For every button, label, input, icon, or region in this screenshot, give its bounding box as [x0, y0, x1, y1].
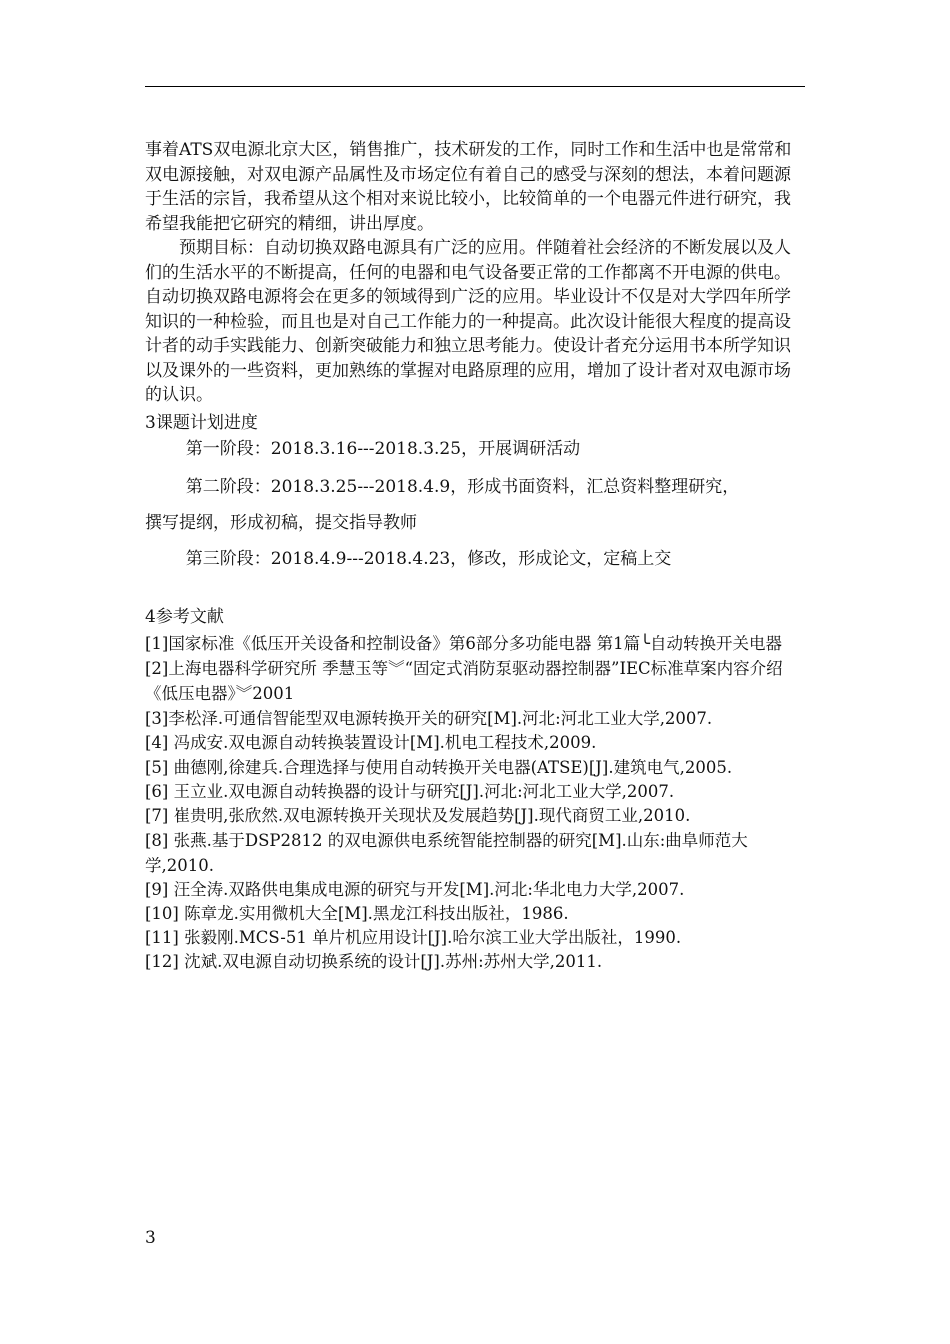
reference-item: [1]国家标准《低压开关设备和控制设备》第6部分多功能电器 第1篇╰自动转换开关电器: [145, 634, 783, 653]
reference-item: [2]上海电器科学研究所 季慧玉等︾“固定式消防泵驱动器控制器”IEC标准草案内容介绍《低压电器》︾2001: [145, 659, 783, 703]
reference-item: [9] 汪全涛.双路供电集成电源的研究与开发[M].河北:华北电力大学,2007.: [145, 880, 685, 899]
section-4-title: 4参考文献: [145, 607, 224, 627]
goals-paragraph: 预期目标：自动切换双路电源具有广泛的应用。伴随着社会经济的不断发展以及人们的生活水平的不断提高，任何的电器和电气设备要正常的工作都离不开电源的供电。自动切换双路电源将会在更多的领域得到广泛的应用。毕业设计不仅是对大学四年所学知识的一种检验，而且也是对自己工作能力的一种提高。此次设计能很大程度的提高设计者的动手实践能力、创新突破能力和独立思考能力。使设计者充分运用书本所学知识以及课外的一些资料，更加熟练的掌握对电路原理的应用，增加了设计者对双电源市场的认识。: [145, 238, 791, 405]
stage-2-line-2: 撰写提纲，形成初稿，提交指导教师: [145, 513, 417, 533]
stage-2-line-1: 第二阶段：2018.3.25---2018.4.9，形成书面资料，汇总资料整理研究，: [185, 477, 740, 497]
reference-item: [7] 崔贵明,张欣然.双电源转换开关现状及发展趋势[J].现代商贸工业,2010.: [145, 806, 691, 825]
reference-item: [5] 曲德刚,徐建兵.合理选择与使用自动转换开关电器(ATSE)[J].建筑电气,2005.: [145, 758, 733, 777]
header-rule: [145, 86, 805, 87]
stage-3: 第三阶段：2018.4.9---2018.4.23，修改，形成论文，定稿上交: [185, 549, 672, 569]
body-text: [145, 138, 805, 408]
stage-1: 第一阶段：2018.3.16---2018.3.25，开展调研活动: [185, 439, 581, 459]
reference-item: [11] 张毅刚.MCS-51 单片机应用设计[J].哈尔滨工业大学出版社，1990.: [145, 928, 682, 947]
reference-item: [3]李松泽.可通信智能型双电源转换开关的研究[M].河北:河北工业大学,2007.: [145, 709, 713, 728]
page-number: 3: [145, 1228, 156, 1248]
reference-item: [10] 陈章龙.实用微机大全[M].黑龙江科技出版社，1986.: [145, 904, 569, 923]
reference-item: [6] 王立业.双电源自动转换器的设计与研究[J].河北:河北工业大学,2007.: [145, 782, 675, 801]
intro-paragraph: 事着ATS双电源北京大区，销售推广，技术研发的工作，同时工作和生活中也是常常和双电源接触，对双电源产品属性及市场定位有着自己的感受与深刻的想法，本着问题源于生活的宗旨，我希望从这个相对来说比较小，比较简单的一个电器元件进行研究，我希望我能把它研究的精细，讲出厚度。: [145, 140, 792, 234]
reference-item: [4] 冯成安.双电源自动转换装置设计[M].机电工程技术,2009.: [145, 733, 597, 752]
section-3-title: 3课题计划进度: [145, 413, 258, 433]
reference-item: [12] 沈斌.双电源自动切换系统的设计[J].苏州:苏州大学,2011.: [145, 952, 603, 971]
reference-item: [8] 张燕.基于DSP2812 的双电源供电系统智能控制器的研究[M].山东:曲阜师范大学,2010.: [145, 831, 748, 875]
reference-list: [145, 631, 805, 974]
